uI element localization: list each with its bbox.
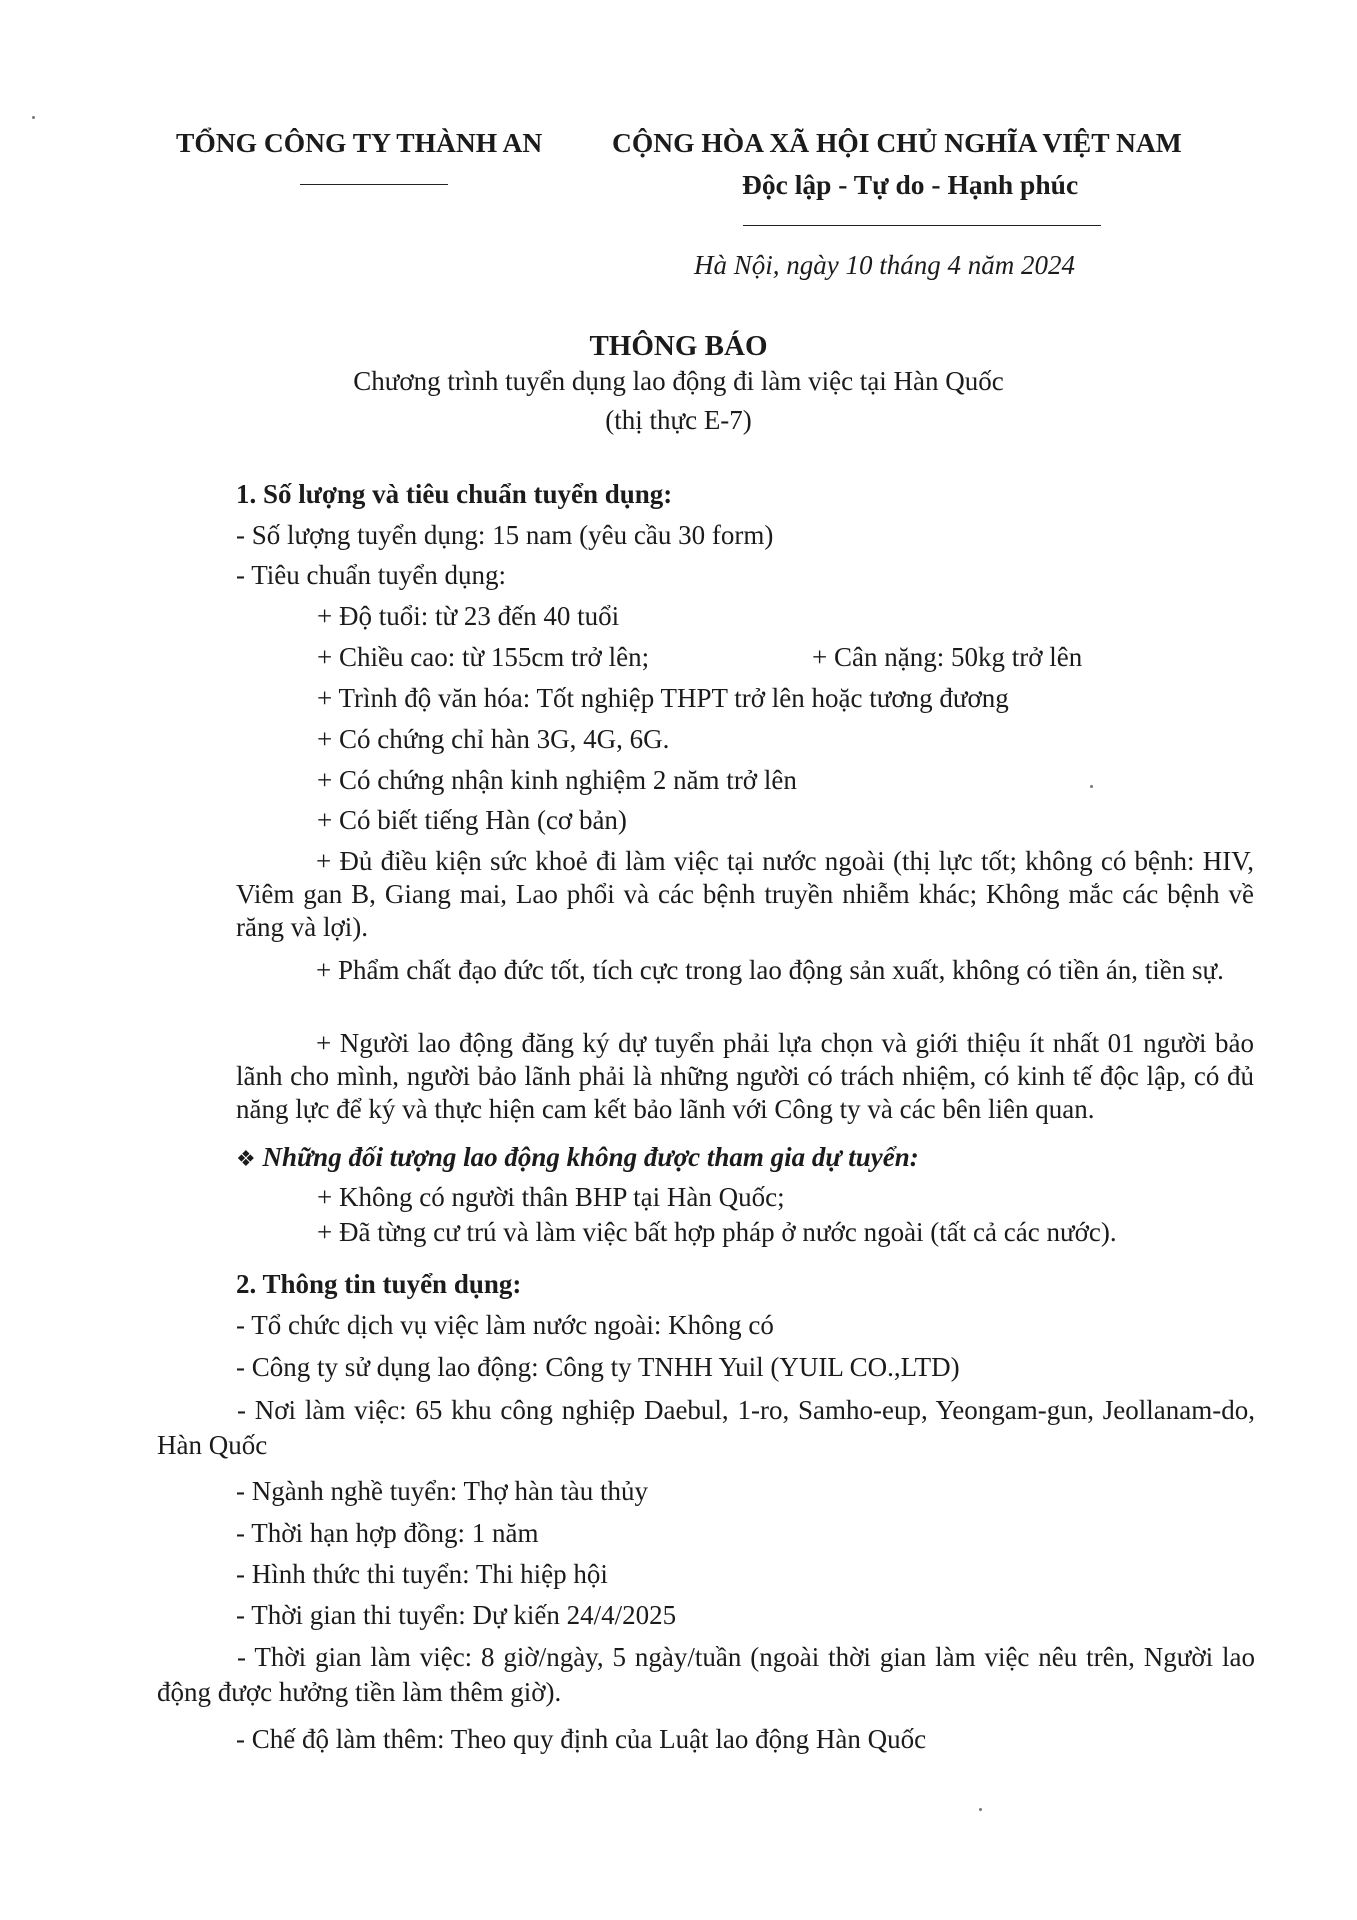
excluded-relatives: + Không có người thân BHP tại Hàn Quốc; [317, 1182, 785, 1212]
excluded-heading-line [236, 1140, 919, 1174]
criteria-certificate: + Có chứng chỉ hàn 3G, 4G, 6G. [317, 724, 670, 754]
scan-speck [979, 1808, 982, 1811]
company-underline [300, 184, 448, 185]
criteria-height: + Chiều cao: từ 155cm trở lên; [317, 642, 650, 672]
criteria-health-paragraph [236, 845, 1254, 944]
nation-name: CỘNG HÒA XÃ HỘI CHỦ NGHĨA VIỆT NAM [612, 127, 1182, 158]
criteria-experience: + Có chứng nhận kinh nghiệm 2 năm trở lên [317, 765, 797, 795]
document-subtitle: Chương trình tuyển dụng lao động đi làm việc tại Hàn Quốc [353, 366, 1004, 396]
document-subtitle-visa: (thị thực E-7) [605, 405, 752, 435]
info-workplace-paragraph [157, 1393, 1255, 1462]
excluded-heading: Những đối tượng lao động không được tham gia dự tuyển: [262, 1142, 919, 1172]
document-date: Hà Nội, ngày 10 tháng 4 năm 2024 [694, 250, 1075, 280]
section-2-heading: 2. Thông tin tuyển dụng: [236, 1269, 522, 1299]
criteria-korean: + Có biết tiếng Hàn (cơ bản) [317, 805, 627, 835]
criteria-health: + Đủ điều kiện sức khoẻ đi làm việc tại nước ngoài (thị lực tốt; không có bệnh: HIV, Viêm gan B, Giang mai, Lao phổi và các bệnh truyền nhiễm khác; Không mắc các bệnh về răng và lợi). [236, 846, 1254, 942]
criteria-weight: + Cân nặng: 50kg trở lên [812, 642, 1083, 672]
criteria-education: + Trình độ văn hóa: Tốt nghiệp THPT trở lên hoặc tương đương [317, 683, 1009, 713]
criteria-label: - Tiêu chuẩn tuyển dụng: [236, 560, 506, 590]
criteria-ethics-paragraph [236, 954, 1254, 987]
info-agency: - Tổ chức dịch vụ việc làm nước ngoài: Không có [236, 1310, 774, 1340]
scan-speck [32, 116, 35, 119]
recruit-quantity: - Số lượng tuyển dụng: 15 nam (yêu cầu 30 form) [236, 520, 774, 550]
info-exam-date: - Thời gian thi tuyển: Dự kiến 24/4/2025 [236, 1600, 677, 1630]
info-hours-paragraph [157, 1640, 1255, 1709]
diamond-bullet-icon: ❖ [236, 1147, 256, 1172]
national-motto: Độc lập - Tự do - Hạnh phúc [742, 169, 1079, 200]
criteria-guarantor-paragraph [236, 1027, 1254, 1126]
motto-underline [743, 225, 1101, 226]
criteria-age: + Độ tuổi: từ 23 đến 40 tuổi [317, 601, 620, 631]
info-employer: - Công ty sử dụng lao động: Công ty TNHH Yuil (YUIL CO.,LTD) [236, 1352, 960, 1382]
info-workplace: - Nơi làm việc: 65 khu công nghiệp Daebul, 1-ro, Samho-eup, Yeongam-gun, Jeollanam-do, Hàn Quốc [157, 1395, 1255, 1460]
company-name: TỔNG CÔNG TY THÀNH AN [176, 127, 543, 158]
info-exam-form: - Hình thức thi tuyển: Thi hiệp hội [236, 1559, 608, 1589]
info-hours: - Thời gian làm việc: 8 giờ/ngày, 5 ngày/tuần (ngoài thời gian làm việc nêu trên, Người lao động được hưởng tiền làm thêm giờ). [157, 1642, 1255, 1707]
section-1-heading: 1. Số lượng và tiêu chuẩn tuyển dụng: [236, 479, 673, 509]
criteria-guarantor: + Người lao động đăng ký dự tuyển phải lựa chọn và giới thiệu ít nhất 01 người bảo lãnh cho mình, người bảo lãnh phải là những người có trách nhiệm, có kinh tế độc lập, có đủ năng lực để ký và thực hiện cam kết bảo lãnh với Công ty và các bên liên quan. [236, 1028, 1254, 1124]
scan-speck [1090, 785, 1093, 788]
excluded-illegal-stay: + Đã từng cư trú và làm việc bất hợp pháp ở nước ngoài (tất cả các nước). [317, 1217, 1117, 1247]
criteria-ethics: + Phẩm chất đạo đức tốt, tích cực trong lao động sản xuất, không có tiền án, tiền sự. [316, 955, 1224, 985]
document-title: THÔNG BÁO [589, 330, 768, 362]
info-overtime: - Chế độ làm thêm: Theo quy định của Luật lao động Hàn Quốc [236, 1724, 927, 1754]
info-occupation: - Ngành nghề tuyển: Thợ hàn tàu thủy [236, 1476, 648, 1506]
info-contract: - Thời hạn hợp đồng: 1 năm [236, 1518, 539, 1548]
